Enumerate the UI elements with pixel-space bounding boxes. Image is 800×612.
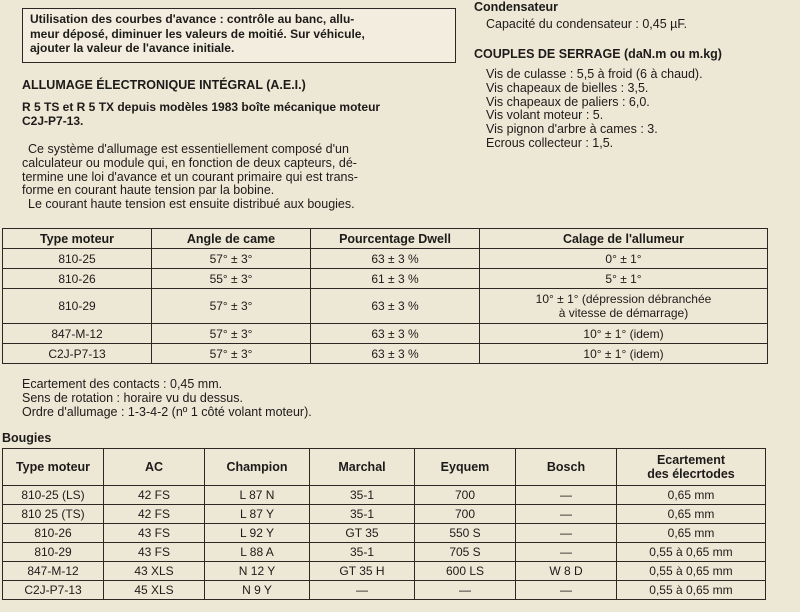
couples-list [486, 68, 703, 151]
cell-ecartement: 0,55 à 0,65 mm [617, 581, 766, 600]
cell-marchal: 35-1 [310, 486, 415, 505]
couple-line: Vis pignon d'arbre à cames : 3. [486, 122, 658, 137]
cell-champion: N 9 Y [205, 581, 310, 600]
cell-type: 810-25 [3, 249, 152, 269]
cell-champion: N 12 Y [205, 562, 310, 581]
cell-champion: L 92 Y [205, 524, 310, 543]
cell-ecartement: 0,55 à 0,65 mm [617, 543, 766, 562]
cell-type: 810-25 (LS) [3, 486, 104, 505]
col-header: Eyquem [415, 449, 516, 486]
note-line: meur déposé, diminuer les valeurs de moitié. Sur véhicule, [30, 26, 365, 41]
cell-bosch: — [516, 486, 617, 505]
table-row [3, 269, 768, 289]
condensateur-title: Condensateur [474, 0, 559, 14]
cell-type: 810-29 [3, 289, 152, 324]
table-row [3, 486, 766, 505]
note-line: Utilisation des courbes d'avance : contrôle au banc, allu- [30, 12, 355, 26]
cell-bosch: — [516, 543, 617, 562]
cell-dwell: 63 ± 3 % [311, 344, 480, 364]
cell-eyquem: 550 S [415, 524, 516, 543]
cell-calage [480, 289, 768, 324]
couple-line: Ecrous collecteur : 1,5. [486, 135, 614, 150]
cell-champion: L 88 A [205, 543, 310, 562]
table-row [3, 562, 766, 581]
table-row [3, 289, 768, 324]
cell-ecartement: 0,65 mm [617, 505, 766, 524]
cell-dwell: 61 ± 3 % [311, 269, 480, 289]
col-header: Marchal [310, 449, 415, 486]
bougies-title: Bougies [2, 431, 52, 445]
cell-marchal: GT 35 [310, 524, 415, 543]
calage-line: 10° ± 1° (dépression débranchée [535, 292, 712, 306]
table-row [3, 505, 766, 524]
cell-bosch: — [516, 524, 617, 543]
cell-ac: 43 XLS [104, 562, 205, 581]
condensateur-text: Capacité du condensateur : 0,45 µF. [486, 17, 688, 31]
col-header: Bosch [516, 449, 617, 486]
calage-line: à vitesse de démarrage) [558, 306, 689, 320]
aei-title: ALLUMAGE ÉLECTRONIQUE INTÉGRAL (A.E.I.) [22, 78, 306, 92]
cell-champion: L 87 N [205, 486, 310, 505]
cell-angle: 57° ± 3° [152, 289, 311, 324]
couple-line: Vis volant moteur : 5. [486, 108, 604, 123]
couple-line: Vis de culasse : 5,5 à froid (6 à chaud). [486, 67, 703, 81]
aei-paragraph [22, 143, 358, 212]
cell-champion: L 87 Y [205, 505, 310, 524]
cell-ecartement: 0,65 mm [617, 486, 766, 505]
paragraph-line: termine une loi d'avance et un courant primaire qui est trans- [22, 169, 358, 184]
table-row [3, 581, 766, 600]
col-header: Type moteur [3, 449, 104, 486]
cell-type: 810-29 [3, 543, 104, 562]
col-header: Type moteur [3, 229, 152, 249]
table-row [3, 524, 766, 543]
cell-angle: 55° ± 3° [152, 269, 311, 289]
table-row [3, 543, 766, 562]
cell-marchal: 35-1 [310, 505, 415, 524]
col-header [617, 449, 766, 486]
cell-type: C2J-P7-13 [3, 581, 104, 600]
cell-type: 847-M-12 [3, 324, 152, 344]
contacts-line: Sens de rotation : horaire vu du dessus. [22, 390, 243, 405]
contacts-info [22, 378, 312, 419]
subtitle-line: R 5 TS et R 5 TX depuis modèles 1983 boîte mécanique moteur [22, 100, 381, 114]
cell-dwell: 63 ± 3 % [311, 324, 480, 344]
cell-type: 810 25 (TS) [3, 505, 104, 524]
cell-calage: 5° ± 1° [480, 269, 768, 289]
couple-line: Vis chapeaux de paliers : 6,0. [486, 94, 650, 109]
cell-dwell: 63 ± 3 % [311, 289, 480, 324]
cell-angle: 57° ± 3° [152, 344, 311, 364]
paragraph-line: Ce système d'allumage est essentiellement composé d'un [28, 142, 349, 156]
subtitle-line: C2J-P7-13. [22, 114, 84, 128]
contacts-line: Ordre d'allumage : 1-3-4-2 (nº 1 côté volant moteur). [22, 404, 312, 419]
cell-ac: 45 XLS [104, 581, 205, 600]
paragraph-line: Le courant haute tension est ensuite distribué aux bougies. [28, 197, 355, 212]
cell-angle: 57° ± 3° [152, 324, 311, 344]
cell-marchal: 35-1 [310, 543, 415, 562]
col-header: Pourcentage Dwell [311, 229, 480, 249]
table-row [3, 249, 768, 269]
aei-subtitle [22, 100, 380, 128]
cell-ac: 42 FS [104, 486, 205, 505]
table-header-row [3, 229, 768, 249]
cell-dwell: 63 ± 3 % [311, 249, 480, 269]
col-header: Champion [205, 449, 310, 486]
col-header: Calage de l'allumeur [480, 229, 768, 249]
cell-calage: 10° ± 1° (idem) [480, 344, 768, 364]
cell-bosch: — [516, 581, 617, 600]
header-line: Ecartement [656, 453, 726, 467]
cell-eyquem: 700 [415, 505, 516, 524]
paragraph-line: forme en courant haute tension par la bobine. [22, 183, 275, 198]
cell-bosch: — [516, 505, 617, 524]
col-header: Angle de came [152, 229, 311, 249]
cell-angle: 57° ± 3° [152, 249, 311, 269]
cell-ecartement: 0,65 mm [617, 524, 766, 543]
table-row [3, 324, 768, 344]
table-header-row [3, 449, 766, 486]
header-line: des élecrtodes [647, 467, 735, 481]
advance-curve-note [22, 8, 456, 63]
cell-ac: 43 FS [104, 524, 205, 543]
cell-calage: 0° ± 1° [480, 249, 768, 269]
cell-type: C2J-P7-13 [3, 344, 152, 364]
cell-ac: 43 FS [104, 543, 205, 562]
cell-eyquem: — [415, 581, 516, 600]
bougies-table [2, 448, 766, 600]
cell-calage: 10° ± 1° (idem) [480, 324, 768, 344]
cell-marchal: — [310, 581, 415, 600]
cell-type: 810-26 [3, 524, 104, 543]
col-header: AC [104, 449, 205, 486]
cell-ac: 42 FS [104, 505, 205, 524]
cell-eyquem: 700 [415, 486, 516, 505]
cell-ecartement: 0,55 à 0,65 mm [617, 562, 766, 581]
couples-title: COUPLES DE SERRAGE (daN.m ou m.kg) [474, 47, 722, 61]
note-line: ajouter la valeur de l'avance initiale. [30, 41, 235, 55]
cell-eyquem: 705 S [415, 543, 516, 562]
allumeur-table [2, 228, 768, 364]
contacts-line: Ecartement des contacts : 0,45 mm. [22, 377, 223, 391]
cell-bosch: W 8 D [516, 562, 617, 581]
paragraph-line: calculateur ou module qui, en fonction de deux capteurs, dé- [22, 155, 357, 170]
cell-marchal: GT 35 H [310, 562, 415, 581]
cell-type: 847-M-12 [3, 562, 104, 581]
couple-line: Vis chapeaux de bielles : 3,5. [486, 80, 649, 95]
cell-type: 810-26 [3, 269, 152, 289]
table-row [3, 344, 768, 364]
cell-eyquem: 600 LS [415, 562, 516, 581]
